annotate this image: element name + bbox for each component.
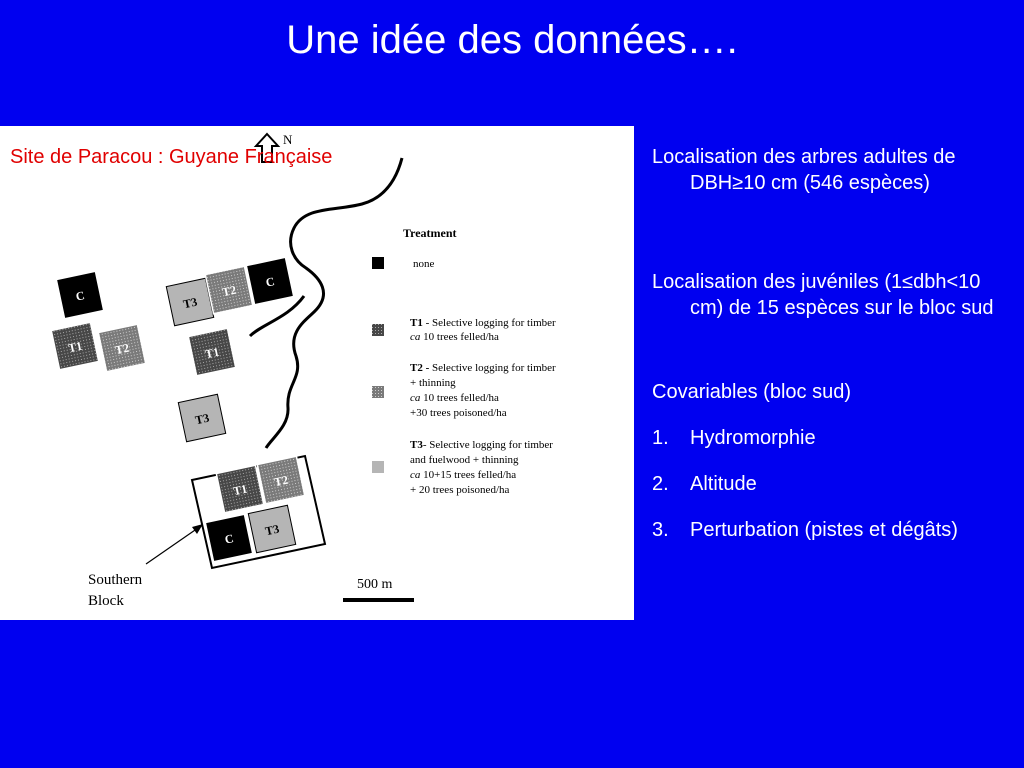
- svg-text:C: C: [223, 531, 235, 547]
- svg-text:T1: T1: [203, 344, 221, 362]
- plot-t3-central: [178, 394, 225, 441]
- svg-text:T3: T3: [263, 521, 281, 539]
- covariate-text: Hydromorphie: [690, 427, 816, 449]
- legend-swatch-none: [372, 257, 384, 269]
- legend-t2-line1: T2 - Selective logging for timber: [410, 362, 556, 374]
- covariate-text: Perturbation (pistes et dégâts): [690, 519, 958, 541]
- plot-t2-south: [257, 456, 304, 503]
- plot-c-south: [205, 514, 252, 561]
- slide-title: Une idée des données….: [286, 18, 738, 62]
- legend-t3-line2: and fuelwood + thinning: [410, 454, 519, 466]
- southern-block-label-line1: Southern: [88, 572, 143, 588]
- svg-text:T1: T1: [66, 338, 84, 356]
- note-juveniles: Localisation des juvéniles (1≤dbh<10 cm) de 15 espèces sur le bloc sud: [652, 271, 994, 319]
- covariate-number: 2.: [652, 473, 669, 495]
- svg-text:T3: T3: [181, 294, 199, 312]
- plot-t3-north: [166, 278, 213, 325]
- plot-c-west: [56, 271, 103, 318]
- legend-t3-line1: T3- Selective logging for timber: [410, 439, 553, 451]
- note-adult-trees: Localisation des arbres adultes de DBH≥10 cm (546 espèces): [652, 146, 956, 194]
- legend-none: none: [413, 258, 435, 270]
- legend-heading: Treatment: [403, 226, 457, 240]
- plot-t2-north: [205, 266, 252, 313]
- scale-label: 500 m: [357, 577, 393, 592]
- covariate-item: [652, 425, 1012, 451]
- legend-t3-line4: + 20 trees poisoned/ha: [410, 484, 510, 496]
- svg-text:T3: T3: [193, 410, 211, 428]
- covariates-title: Covariables (bloc sud): [652, 381, 851, 403]
- north-label: N: [283, 132, 293, 147]
- svg-text:T1: T1: [231, 481, 249, 499]
- legend-swatch-t1: [372, 324, 384, 336]
- legend-t2-line2: + thinning: [410, 377, 456, 389]
- svg-text:T2: T2: [220, 282, 238, 300]
- covariate-number: 1.: [652, 427, 669, 449]
- plot-t2-west: [98, 324, 145, 371]
- covariate-item: [652, 517, 1012, 543]
- plot-t1-south: [216, 465, 263, 512]
- svg-text:T2: T2: [113, 340, 131, 358]
- legend-swatch-t3: [372, 461, 384, 473]
- legend-t3-line3: ca 10+15 trees felled/ha: [410, 469, 517, 481]
- legend-swatch-t2: [372, 386, 384, 398]
- svg-text:T2: T2: [272, 472, 290, 490]
- paracou-site-map: [0, 126, 634, 620]
- notes-panel: [652, 144, 1012, 563]
- covariate-number: 3.: [652, 519, 669, 541]
- legend-t1-line2: ca 10 trees felled/ha: [410, 331, 499, 343]
- site-map-svg: [0, 126, 634, 620]
- svg-text:C: C: [74, 288, 86, 304]
- svg-text:C: C: [264, 274, 276, 290]
- covariate-item: [652, 471, 1012, 497]
- site-label: Site de Paracou : Guyane Française: [10, 146, 333, 168]
- plot-t1-central: [188, 328, 235, 375]
- southern-block-arrow: [146, 524, 203, 564]
- river-path: [266, 158, 402, 448]
- plot-t3-south: [248, 505, 295, 552]
- legend-t2-line3: ca 10 trees felled/ha: [410, 392, 499, 404]
- plot-c-north: [246, 257, 293, 304]
- legend: [372, 226, 556, 496]
- plot-t1-west: [51, 322, 98, 369]
- legend-t2-line4: +30 trees poisoned/ha: [410, 407, 507, 419]
- legend-t1-line1: T1 - Selective logging for timber: [410, 317, 556, 329]
- southern-block-label-line2: Block: [88, 593, 124, 609]
- covariate-text: Altitude: [690, 473, 757, 495]
